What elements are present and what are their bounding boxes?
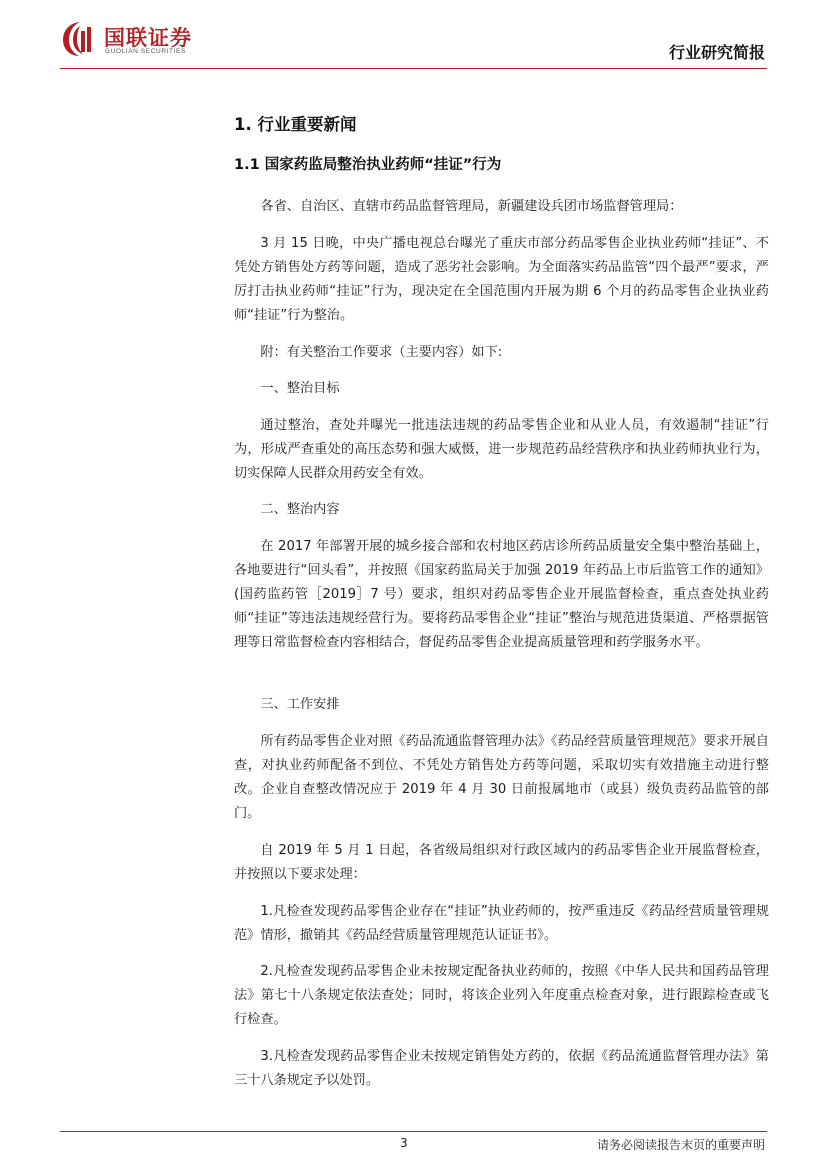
subsection-heading: 1.1 国家药监局整治执业药师“挂证”行为 — [234, 157, 502, 173]
company-logo — [60, 20, 260, 64]
paragraph-appendix: 附：有关整治工作要求（主要内容）如下: — [260, 345, 503, 360]
heading-goal: 一、整治目标 — [260, 381, 340, 396]
heading-arrangement: 三、工作安排 — [260, 697, 340, 712]
report-type-label: 行业研究简报 — [668, 43, 765, 62]
section-heading: 1. 行业重要新闻 — [234, 115, 357, 134]
footer-disclaimer: 请务必阅读报告末页的重要声明 — [596, 1138, 765, 1152]
list-item-2: 2.凡检查发现药品零售企业未按规定配备执业药师的，按照《中华人民共和国药品管理法》第七十八条规定依法查处；同时，将该企业列入年度重点检查对象，进行跟踪检查或飞行检查。 — [234, 964, 769, 1027]
list-item-1: 1.凡检查发现药品零售企业存在“挂证”执业药师的，按严重违反《药品经营质量管理规范》情形，撤销其《药品经营质量管理规范认证证书》。 — [234, 904, 769, 943]
list-item-3: 3.凡检查发现药品零售企业未按规定销售处方药的，依据《药品流通监督管理办法》第三十八条规定予以处罚。 — [234, 1049, 769, 1088]
header-divider — [60, 68, 767, 69]
paragraph-addressee: 各省、自治区、直辖市药品监督管理局，新疆建设兵团市场监督管理局： — [260, 199, 683, 214]
guolian-logo-icon — [60, 20, 98, 58]
paragraph-arrangement: 所有药品零售企业对照《药品流通监督管理办法》《药品经营质量管理规范》要求开展自查，对执业药师配备不到位、不凭处方销售处方药等问题，采取切实有效措施主动进行整改。企业自查整改情况应于 2019 年 4 月 30 日前报属地市（或县）级负责药品监管的部门。 — [234, 734, 769, 821]
paragraph-inspection-start: 自 2019 年 5 月 1 日起，各省级局组织对行政区域内的药品零售企业开展监督检查，并按照以下要求处理： — [234, 843, 769, 882]
paragraph-intro: 3 月 15 日晚，中央广播电视总台曝光了重庆市部分药品零售企业执业药师“挂证”、不凭处方销售处方药等问题，造成了恶劣社会影响。为全面落实药品监管“四个最严”要求，严厉打击执业药师“挂证”行为，现决定在全国范围内开展为期 6 个月的药品零售企业执业药师“挂证”行为整治。 — [234, 236, 769, 323]
logo-english-name: GUOLIAN SECURITIES — [105, 48, 186, 55]
page-header — [0, 0, 827, 70]
page-number: 3 — [400, 1136, 408, 1150]
paragraph-goal: 通过整治，查处并曝光一批违法违规的药品零售企业和从业人员，有效遏制“挂证”行为，形成严查重处的高压态势和强大威慑，进一步规范药品经营秩序和执业药师执业行为，切实保障人民群众用药安全有效。 — [234, 418, 769, 481]
footer-divider — [60, 1131, 767, 1132]
logo-chinese-name: 国联证券 — [104, 26, 192, 50]
heading-content: 二、整治内容 — [260, 502, 340, 517]
paragraph-content: 在 2017 年部署开展的城乡接合部和农村地区药店诊所药品质量安全集中整治基础上，各地要进行“回头看”，并按照《国家药监局关于加强 2019 年药品上市后监管工作的通知》(国药监药管［2019］7 号）要求，组织对药品零售企业开展监督检查，重点查处执业药师“挂证”等违法违规经营行为。要将药品零售企业“挂证”整治与规范进货渠道、严格票据管理等日常监督检查内容相结合，督促药品零售企业提高质量管理和药学服务水平。 — [234, 539, 769, 650]
